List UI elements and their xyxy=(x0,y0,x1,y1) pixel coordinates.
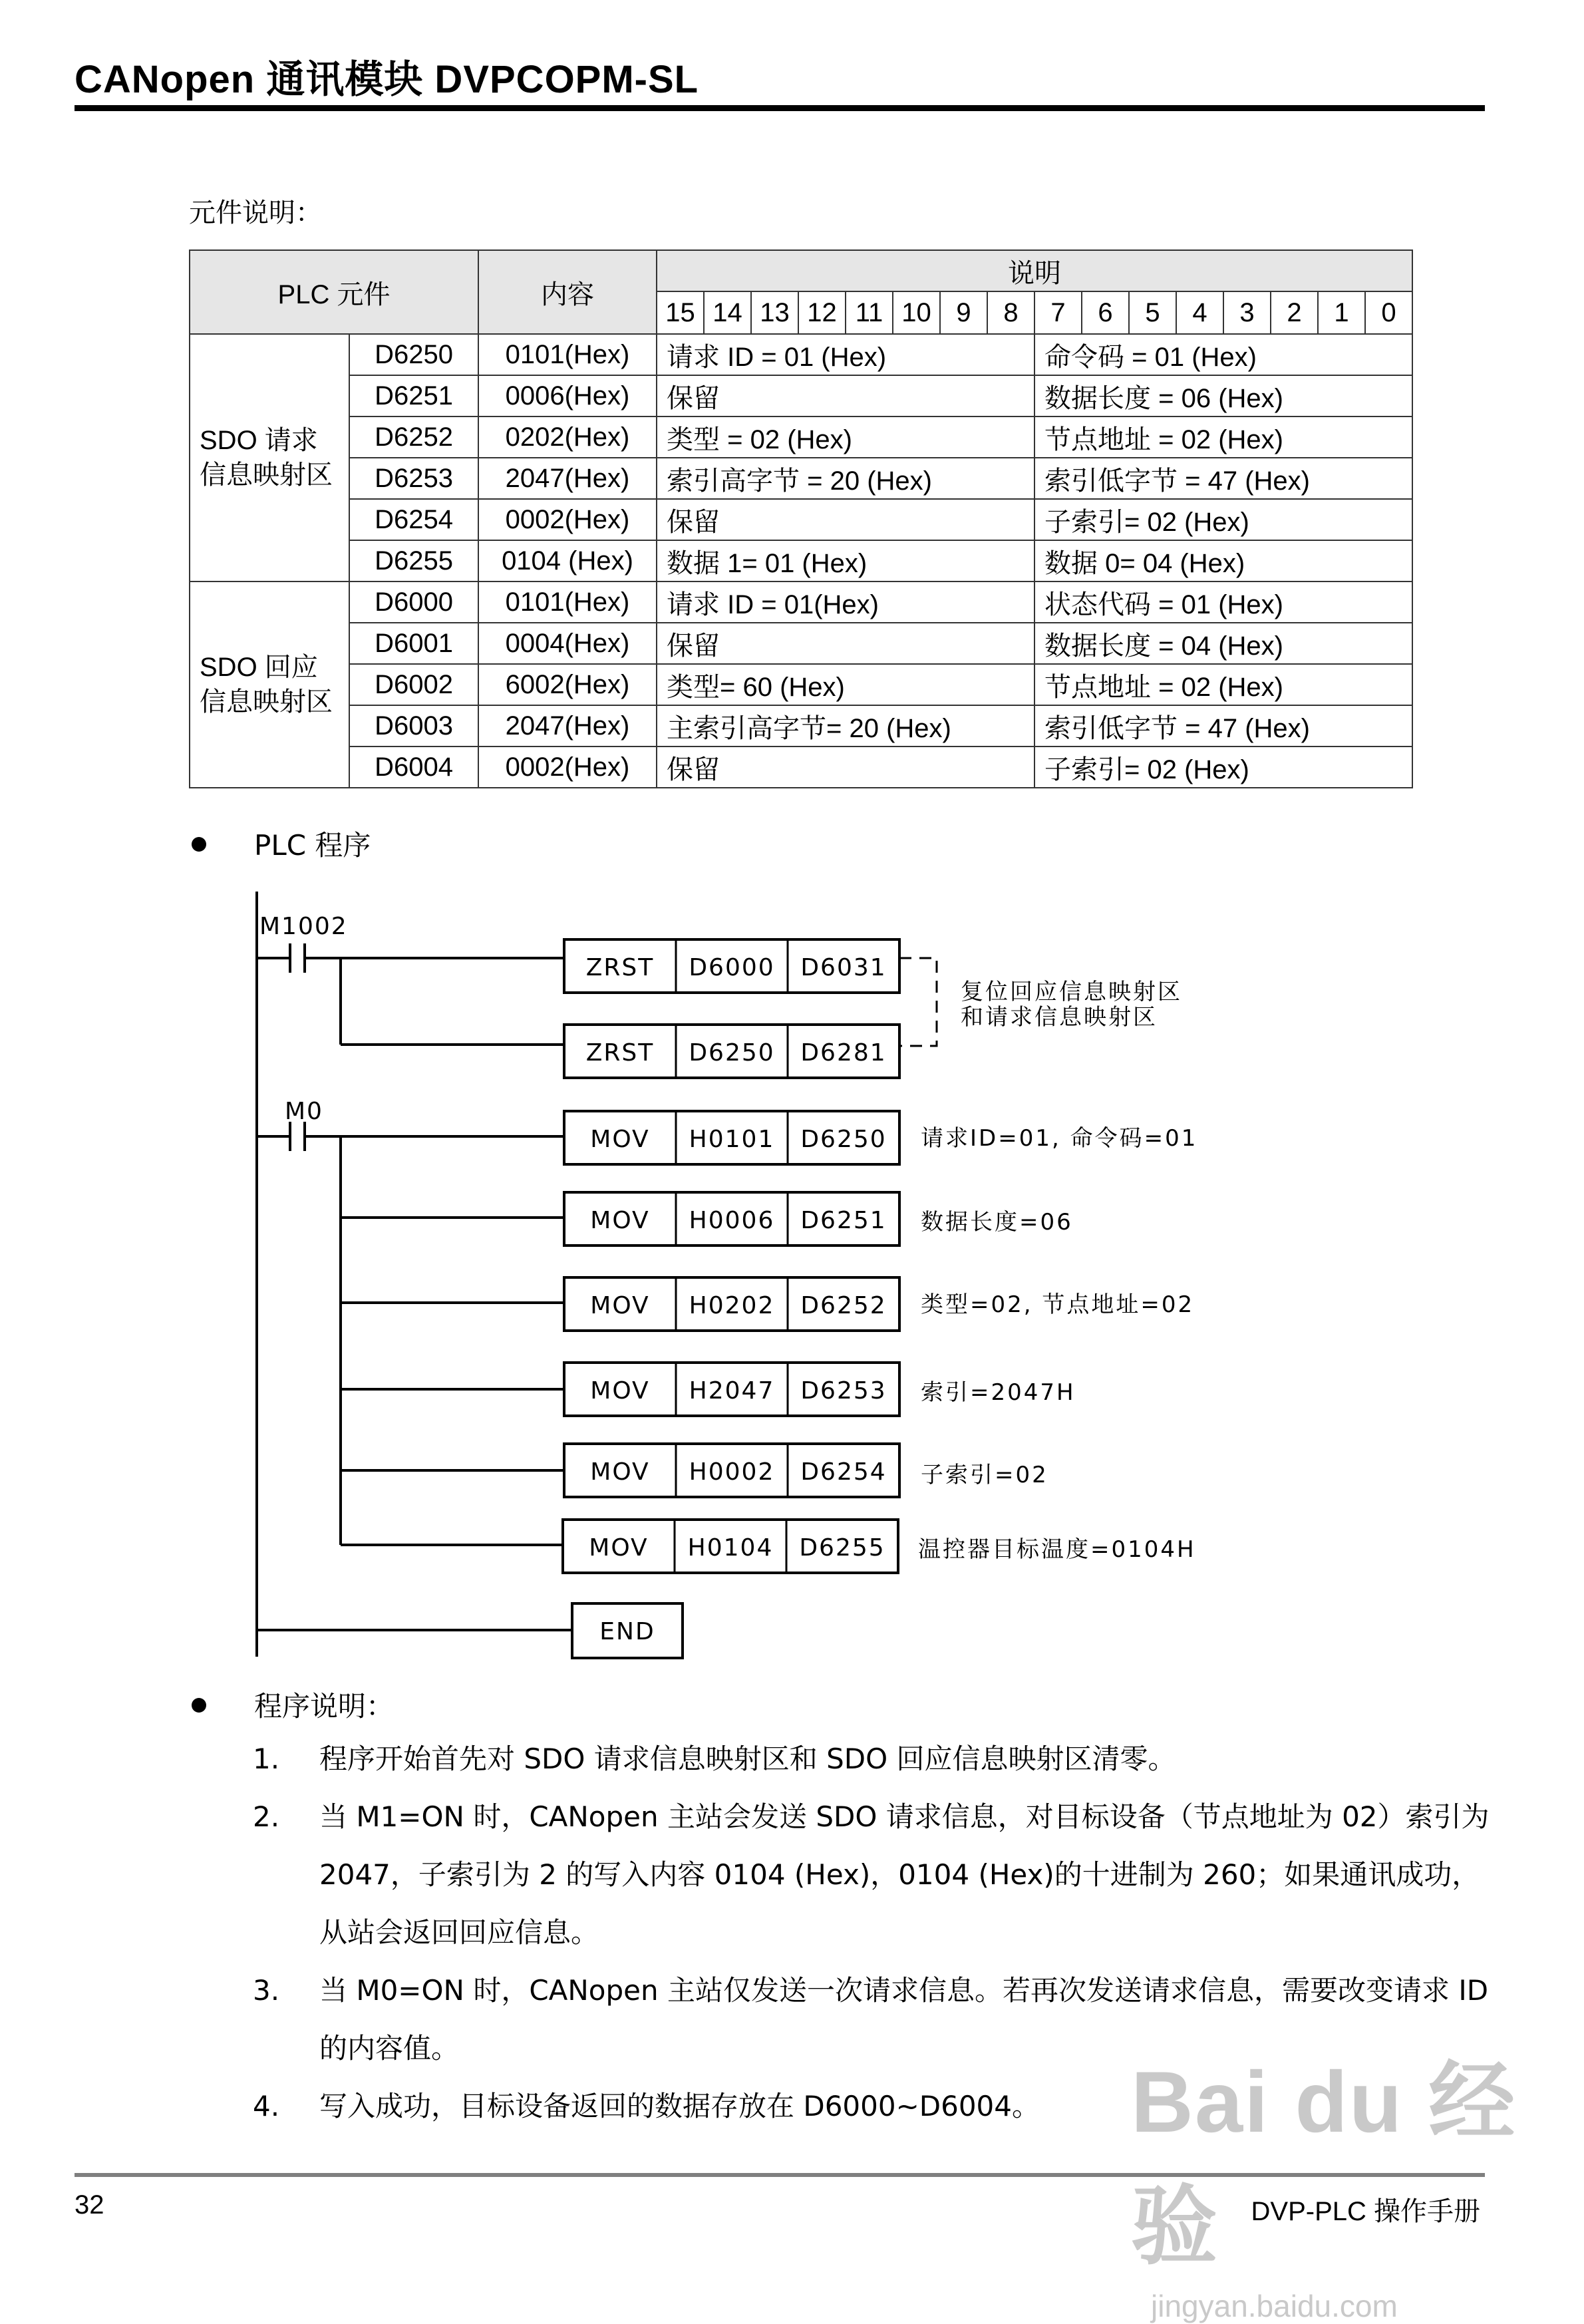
instr-op: MOV xyxy=(590,1126,650,1153)
low-byte-cell: 子索引= 02 (Hex) xyxy=(1034,747,1412,788)
instr-src: H0101 xyxy=(689,1126,775,1153)
low-byte-cell: 数据长度 = 04 (Hex) xyxy=(1034,623,1412,664)
high-byte-cell: 数据 1= 01 (Hex) xyxy=(657,540,1034,581)
mov-comment: 索引=2047H xyxy=(921,1379,1076,1406)
end-label: END xyxy=(599,1618,655,1645)
reg-cell: D6000 xyxy=(349,581,478,623)
step-text: 程序开始首先对 SDO 请求信息映射区和 SDO 回应信息映射区清零。 xyxy=(319,1743,1176,1775)
group-line: SDO 回应 xyxy=(200,653,318,682)
high-byte-cell: 保留 xyxy=(657,499,1034,540)
group-line: 信息映射区 xyxy=(200,460,333,490)
value-cell: 0006(Hex) xyxy=(478,375,657,416)
value-cell: 0104 (Hex) xyxy=(478,540,657,581)
step-text: 当 M0=ON 时，CANopen 主站仅发送一次请求信息。若再次发送请求信息，需要改变请求 ID 的内容值。 xyxy=(319,1974,1489,2065)
watermark-url: jingyan.baidu.com xyxy=(1151,2289,1398,2323)
instr-dst: D6251 xyxy=(800,1207,887,1234)
section-label: 元件说明： xyxy=(189,198,322,228)
reg-cell: D6254 xyxy=(349,499,478,540)
instr-dst: D6031 xyxy=(800,954,887,981)
page-number: 32 xyxy=(75,2190,104,2220)
low-byte-cell: 节点地址 = 02 (Hex) xyxy=(1034,416,1412,458)
instr-dst: D6253 xyxy=(800,1377,887,1405)
value-cell: 0002(Hex) xyxy=(478,747,657,788)
bit-header: 11 xyxy=(846,291,893,334)
value-cell: 2047(Hex) xyxy=(478,458,657,499)
bit-header: 3 xyxy=(1223,291,1271,334)
value-cell: 6002(Hex) xyxy=(478,664,657,705)
value-cell: 2047(Hex) xyxy=(478,705,657,747)
low-byte-cell: 节点地址 = 02 (Hex) xyxy=(1034,664,1412,705)
instr-op: MOV xyxy=(590,1292,650,1319)
instr-op: ZRST xyxy=(585,954,655,981)
value-cell: 0101(Hex) xyxy=(478,581,657,623)
low-byte-cell: 数据长度 = 06 (Hex) xyxy=(1034,375,1412,416)
instr-op: MOV xyxy=(590,1458,650,1486)
step-number: 1. xyxy=(253,1743,280,1775)
contact-label-m1002: M1002 xyxy=(259,913,348,940)
mov-comment: 请求ID=01, 命令码=01 xyxy=(921,1125,1198,1152)
col-header-desc: 说明 xyxy=(657,250,1412,291)
zrst-comment: 复位回应信息映射区 xyxy=(961,979,1182,1005)
instr-dst: D6250 xyxy=(800,1126,887,1153)
instr-op: ZRST xyxy=(585,1039,655,1067)
step-number: 3. xyxy=(253,1974,280,2007)
step-number: 4. xyxy=(253,2090,280,2122)
low-byte-cell: 索引低字节 = 47 (Hex) xyxy=(1034,705,1412,747)
bit-header: 5 xyxy=(1129,291,1176,334)
bit-header: 15 xyxy=(657,291,704,334)
value-cell: 0101(Hex) xyxy=(478,334,657,375)
reg-cell: D6004 xyxy=(349,747,478,788)
value-cell: 0002(Hex) xyxy=(478,499,657,540)
plc-program-label: PLC 程序 xyxy=(254,829,371,862)
high-byte-cell: 类型 = 02 (Hex) xyxy=(657,416,1034,458)
bit-header: 1 xyxy=(1318,291,1365,334)
reg-cell: D6250 xyxy=(349,334,478,375)
step-number: 2. xyxy=(253,1800,280,1833)
instr-op: MOV xyxy=(589,1534,649,1562)
instr-dst: D6254 xyxy=(800,1458,887,1486)
bit-header: 7 xyxy=(1034,291,1082,334)
mov-comment: 温控器目标温度=0104H xyxy=(918,1536,1196,1563)
manual-name: DVP-PLC 操作手册 xyxy=(1251,2197,1480,2226)
mov-comment: 类型=02, 节点地址=02 xyxy=(921,1291,1195,1318)
high-byte-cell: 主索引高字节= 20 (Hex) xyxy=(657,705,1034,747)
list-item xyxy=(253,1788,1490,1961)
high-byte-cell: 索引高字节 = 20 (Hex) xyxy=(657,458,1034,499)
reg-cell: D6253 xyxy=(349,458,478,499)
low-byte-cell: 命令码 = 01 (Hex) xyxy=(1034,334,1412,375)
reg-cell: D6002 xyxy=(349,664,478,705)
mov-comment: 子索引=02 xyxy=(921,1462,1048,1488)
contact-label-m0: M0 xyxy=(285,1098,323,1125)
high-byte-cell: 请求 ID = 01 (Hex) xyxy=(657,334,1034,375)
page-header-title: CANopen 通讯模块 DVPCOPM-SL xyxy=(75,58,699,101)
bullet-dot xyxy=(192,1698,206,1713)
watermark-brand: Bai du 经验 xyxy=(1131,2053,1517,2275)
high-byte-cell: 保留 xyxy=(657,375,1034,416)
reg-cell: D6251 xyxy=(349,375,478,416)
list-item xyxy=(253,1730,1490,1788)
high-byte-cell: 保留 xyxy=(657,747,1034,788)
program-desc-label: 程序说明： xyxy=(254,1690,395,1723)
instr-src: H0202 xyxy=(689,1292,775,1319)
footer-rule xyxy=(75,2173,1485,2177)
bit-header: 14 xyxy=(704,291,751,334)
instr-src: H0002 xyxy=(689,1458,775,1486)
mov-comment: 数据长度=06 xyxy=(921,1209,1073,1236)
group-line: SDO 请求 xyxy=(200,426,318,455)
low-byte-cell: 索引低字节 = 47 (Hex) xyxy=(1034,458,1412,499)
high-byte-cell: 请求 ID = 01(Hex) xyxy=(657,581,1034,623)
instr-dst: D6255 xyxy=(799,1534,885,1562)
value-cell: 0202(Hex) xyxy=(478,416,657,458)
bit-header: 8 xyxy=(987,291,1034,334)
bit-header: 9 xyxy=(940,291,987,334)
step-text: 当 M1=ON 时，CANopen 主站会发送 SDO 请求信息，对目标设备（节点地址为 02）索引为 2047，子索引为 2 的写入内容 0104 (Hex)，0104 (Hex)的十进制为 260；如果通讯成功，从站会返回回应信息。 xyxy=(319,1800,1490,1949)
reg-cell: D6252 xyxy=(349,416,478,458)
high-byte-cell: 类型= 60 (Hex) xyxy=(657,664,1034,705)
instr-dst: D6252 xyxy=(800,1292,887,1319)
bit-header: 10 xyxy=(893,291,940,334)
low-byte-cell: 子索引= 02 (Hex) xyxy=(1034,499,1412,540)
bit-header: 6 xyxy=(1082,291,1129,334)
instr-op: MOV xyxy=(590,1207,650,1234)
low-byte-cell: 状态代码 = 01 (Hex) xyxy=(1034,581,1412,623)
reg-cell: D6003 xyxy=(349,705,478,747)
high-byte-cell: 保留 xyxy=(657,623,1034,664)
instr-op: MOV xyxy=(590,1377,650,1405)
bit-header: 4 xyxy=(1176,291,1223,334)
group-line: 信息映射区 xyxy=(200,687,333,717)
value-cell: 0004(Hex) xyxy=(478,623,657,664)
instr-src: H2047 xyxy=(689,1377,775,1405)
instr-src: H0006 xyxy=(689,1207,775,1234)
bit-header: 2 xyxy=(1271,291,1318,334)
low-byte-cell: 数据 0= 04 (Hex) xyxy=(1034,540,1412,581)
bit-header: 0 xyxy=(1365,291,1412,334)
col-header-plc: PLC 元件 xyxy=(190,250,478,334)
instr-src: D6250 xyxy=(689,1039,775,1067)
reg-cell: D6255 xyxy=(349,540,478,581)
instr-dst: D6281 xyxy=(800,1039,887,1067)
bit-header: 13 xyxy=(751,291,798,334)
step-text: 写入成功，目标设备返回的数据存放在 D6000~D6004。 xyxy=(319,2090,1040,2122)
bit-header: 12 xyxy=(798,291,846,334)
col-header-content: 内容 xyxy=(478,250,657,334)
instr-src: H0104 xyxy=(687,1534,774,1562)
zrst-comment: 和请求信息映射区 xyxy=(961,1004,1158,1031)
watermark xyxy=(1131,2033,1584,2324)
instr-src: D6000 xyxy=(689,954,775,981)
reg-cell: D6001 xyxy=(349,623,478,664)
